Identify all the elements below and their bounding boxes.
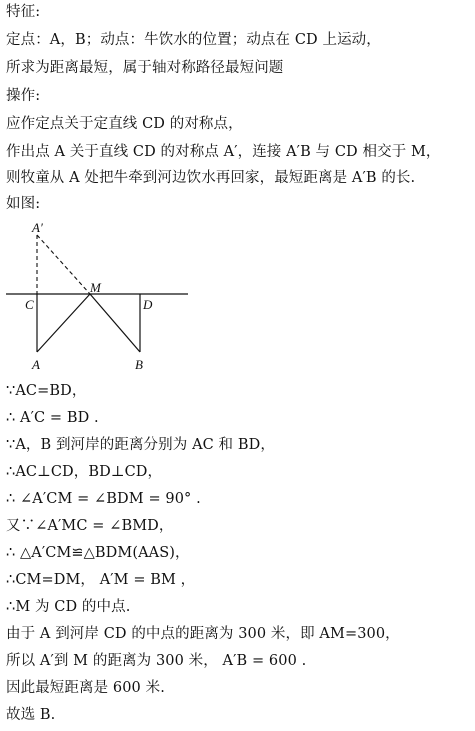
text-line-2: 定点：A，B；动点：牛饮水的位置；动点在 CD 上运动， [6,32,381,48]
text-line-6: 作出点 A 关于直线 CD 的对称点 A′，连接 A′B 与 CD 相交于 M， [6,144,441,160]
geometry-figure [0,212,200,382]
text-line-7: 则牧童从 A 处把牛牵到河边饮水再回家，最短距离是 A′B 的长. [6,170,416,186]
text-line-10: ∴ A′C = BD . [6,410,99,426]
text-line-21: 故选 B. [6,707,56,723]
text-line-14: 又∵∠A′MC = ∠BMD， [6,518,174,534]
text-line-5: 应作定点关于定直线 CD 的对称点， [6,116,243,132]
segment-am [37,294,90,352]
text-line-12: ∴AC⊥CD，BD⊥CD， [6,464,163,480]
segment-mb [90,294,140,352]
label-c: C [25,297,34,312]
text-line-18: 由于 A 到河岸 CD 的中点的距离为 300 米，即 AM=300， [6,626,400,642]
label-d: D [143,297,153,312]
label-a-prime: A′ [32,220,43,235]
text-line-3: 所求为距离最短，属于轴对称路径最短问题 [6,60,284,76]
label-a: A [32,357,40,372]
text-line-1: 特征: [6,4,41,20]
label-b: B [135,357,143,372]
text-line-17: ∴M 为 CD 的中点. [6,599,131,615]
text-line-13: ∴ ∠A′CM = ∠BDM = 90° . [6,491,201,507]
text-line-4: 操作: [6,88,41,104]
text-line-11: ∵A，B 到河岸的距离分别为 AC 和 BD， [6,437,275,453]
text-line-8: 如图: [6,196,41,212]
label-m: M [90,280,101,295]
text-line-16: ∴CM=DM， A′M = BM ， [6,572,196,588]
text-line-20: 因此最短距离是 600 米. [6,680,165,696]
dashed-line-a-prime-m [37,235,90,294]
text-line-19: 所以 A′到 M 的距离为 300 米， A′B = 600 . [6,653,307,669]
text-line-9: ∵AC=BD， [6,383,87,399]
text-line-15: ∴ △A′CM≌△BDM(AAS)， [6,545,190,561]
